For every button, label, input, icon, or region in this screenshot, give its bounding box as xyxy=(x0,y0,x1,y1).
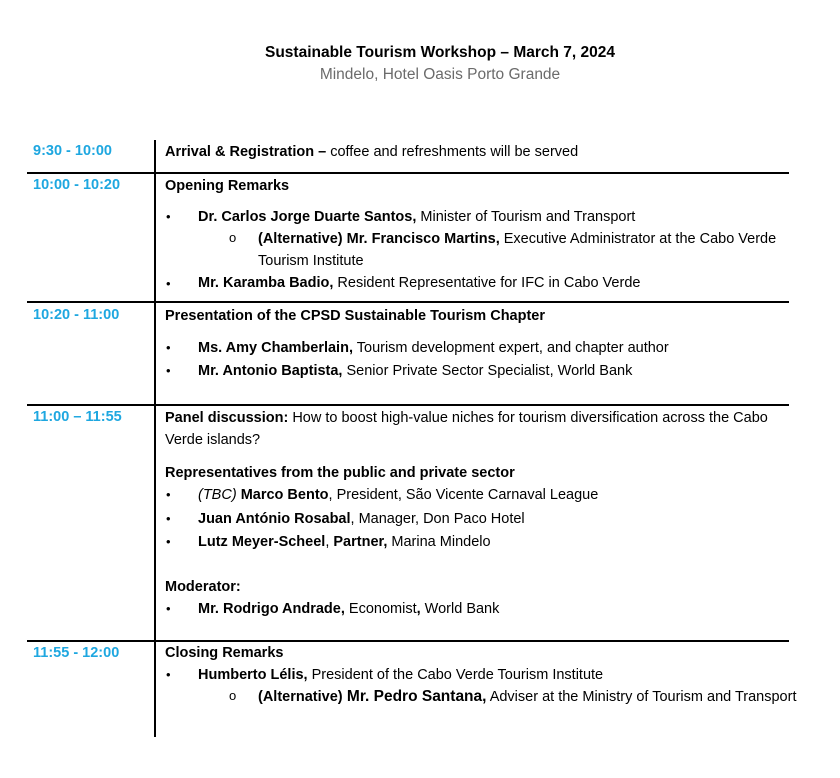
panel-question: How to boost high-value niches for tourism diversification across the Cabo Verde islands? xyxy=(165,410,768,448)
tbc-tag: (TBC) xyxy=(198,487,237,503)
bullet-disc-icon: • xyxy=(166,667,171,682)
speaker-org: World Bank xyxy=(420,601,500,617)
speaker-role: Executive Administrator at the Cabo Verde Tourism Institute xyxy=(258,231,777,269)
speaker-role: Senior Private Sector Specialist, World Bank xyxy=(342,363,633,379)
speaker-name: Lutz Meyer-Scheel xyxy=(198,534,326,550)
speaker-name: Juan António Rosabal xyxy=(198,511,351,527)
speaker-item xyxy=(198,272,790,294)
speaker-role: Resident Representative for IFC in Cabo Verde xyxy=(333,275,641,291)
bullet-circle-icon: o xyxy=(229,230,237,245)
speaker-item-alternative xyxy=(258,686,800,708)
bullet-disc-icon: • xyxy=(166,340,171,355)
alternative-tag: (Alternative) xyxy=(258,689,343,705)
session-time: 9:30 - 10:00 xyxy=(33,143,112,159)
speaker-name: Mr. Pedro Santana, xyxy=(342,688,487,705)
session-title: Opening Remarks xyxy=(165,178,290,194)
speaker-item xyxy=(198,360,790,382)
speaker-item-alternative xyxy=(258,228,790,272)
bullet-circle-icon: o xyxy=(229,688,237,703)
speaker-item xyxy=(198,206,790,228)
moderator-item xyxy=(198,598,790,620)
session-note: coffee and refreshments will be served xyxy=(326,144,579,160)
speaker-item xyxy=(198,531,790,553)
session-title: Closing Remarks xyxy=(165,645,284,661)
speaker-name: Humberto Lélis, xyxy=(198,667,308,683)
speaker-role: Tourism development expert, and chapter author xyxy=(352,340,669,356)
session-time: 10:00 - 10:20 xyxy=(33,177,121,193)
row-divider xyxy=(27,404,789,406)
row-divider xyxy=(27,172,789,174)
speaker-role: President of the Cabo Verde Tourism Institute xyxy=(307,667,604,683)
speaker-role: Marina Mindelo xyxy=(387,534,491,550)
speaker-name: Marco Bento xyxy=(236,487,329,503)
session-title: Arrival & Registration – xyxy=(165,144,327,160)
separator: , xyxy=(325,534,334,550)
speaker-role: Adviser at the Ministry of Tourism and Transport xyxy=(486,689,797,705)
speaker-item xyxy=(198,484,790,506)
bullet-disc-icon: • xyxy=(166,534,171,549)
group-label: Representatives from the public and private sector xyxy=(165,465,515,481)
session-title: Panel discussion: xyxy=(165,410,289,426)
speaker-name: Ms. Amy Chamberlain, xyxy=(198,340,353,356)
speaker-name: Mr. Karamba Badio, xyxy=(198,275,334,291)
session-time: 11:00 – 11:55 xyxy=(33,409,122,425)
speaker-item xyxy=(198,508,790,530)
speaker-name: Mr. Antonio Baptista, xyxy=(198,363,343,379)
session-panel xyxy=(165,407,794,451)
session-time: 11:55 - 12:00 xyxy=(33,645,120,661)
speaker-title: Partner, xyxy=(333,534,388,550)
speaker-name: Mr. Rodrigo Andrade, xyxy=(198,601,345,617)
row-divider xyxy=(27,301,789,303)
speaker-role: , Manager, Don Paco Hotel xyxy=(350,511,525,527)
document-subtitle: Mindelo, Hotel Oasis Porto Grande xyxy=(319,66,561,83)
document-title: Sustainable Tourism Workshop – March 7, 2024 xyxy=(264,44,615,61)
moderator-label: Moderator: xyxy=(165,579,241,595)
bullet-disc-icon: • xyxy=(166,363,171,378)
bullet-disc-icon: • xyxy=(166,601,171,616)
speaker-role: Minister of Tourism and Transport xyxy=(416,209,636,225)
bullet-disc-icon: • xyxy=(166,511,171,526)
session-title: Presentation of the CPSD Sustainable Tourism Chapter xyxy=(165,308,546,324)
speaker-item xyxy=(198,664,790,686)
column-divider xyxy=(154,140,156,737)
bullet-disc-icon: • xyxy=(166,487,171,502)
bullet-disc-icon: • xyxy=(166,276,171,291)
speaker-item xyxy=(198,337,790,359)
speaker-name: Dr. Carlos Jorge Duarte Santos, xyxy=(198,209,417,225)
speaker-role: Economist xyxy=(344,601,417,617)
separator: , xyxy=(416,601,421,617)
bullet-disc-icon: • xyxy=(166,209,171,224)
session-time: 10:20 - 11:00 xyxy=(33,307,120,323)
speaker-name: (Alternative) Mr. Francisco Martins, xyxy=(258,231,500,247)
speaker-role: , President, São Vicente Carnaval League xyxy=(328,487,599,503)
session-arrival xyxy=(165,141,800,163)
